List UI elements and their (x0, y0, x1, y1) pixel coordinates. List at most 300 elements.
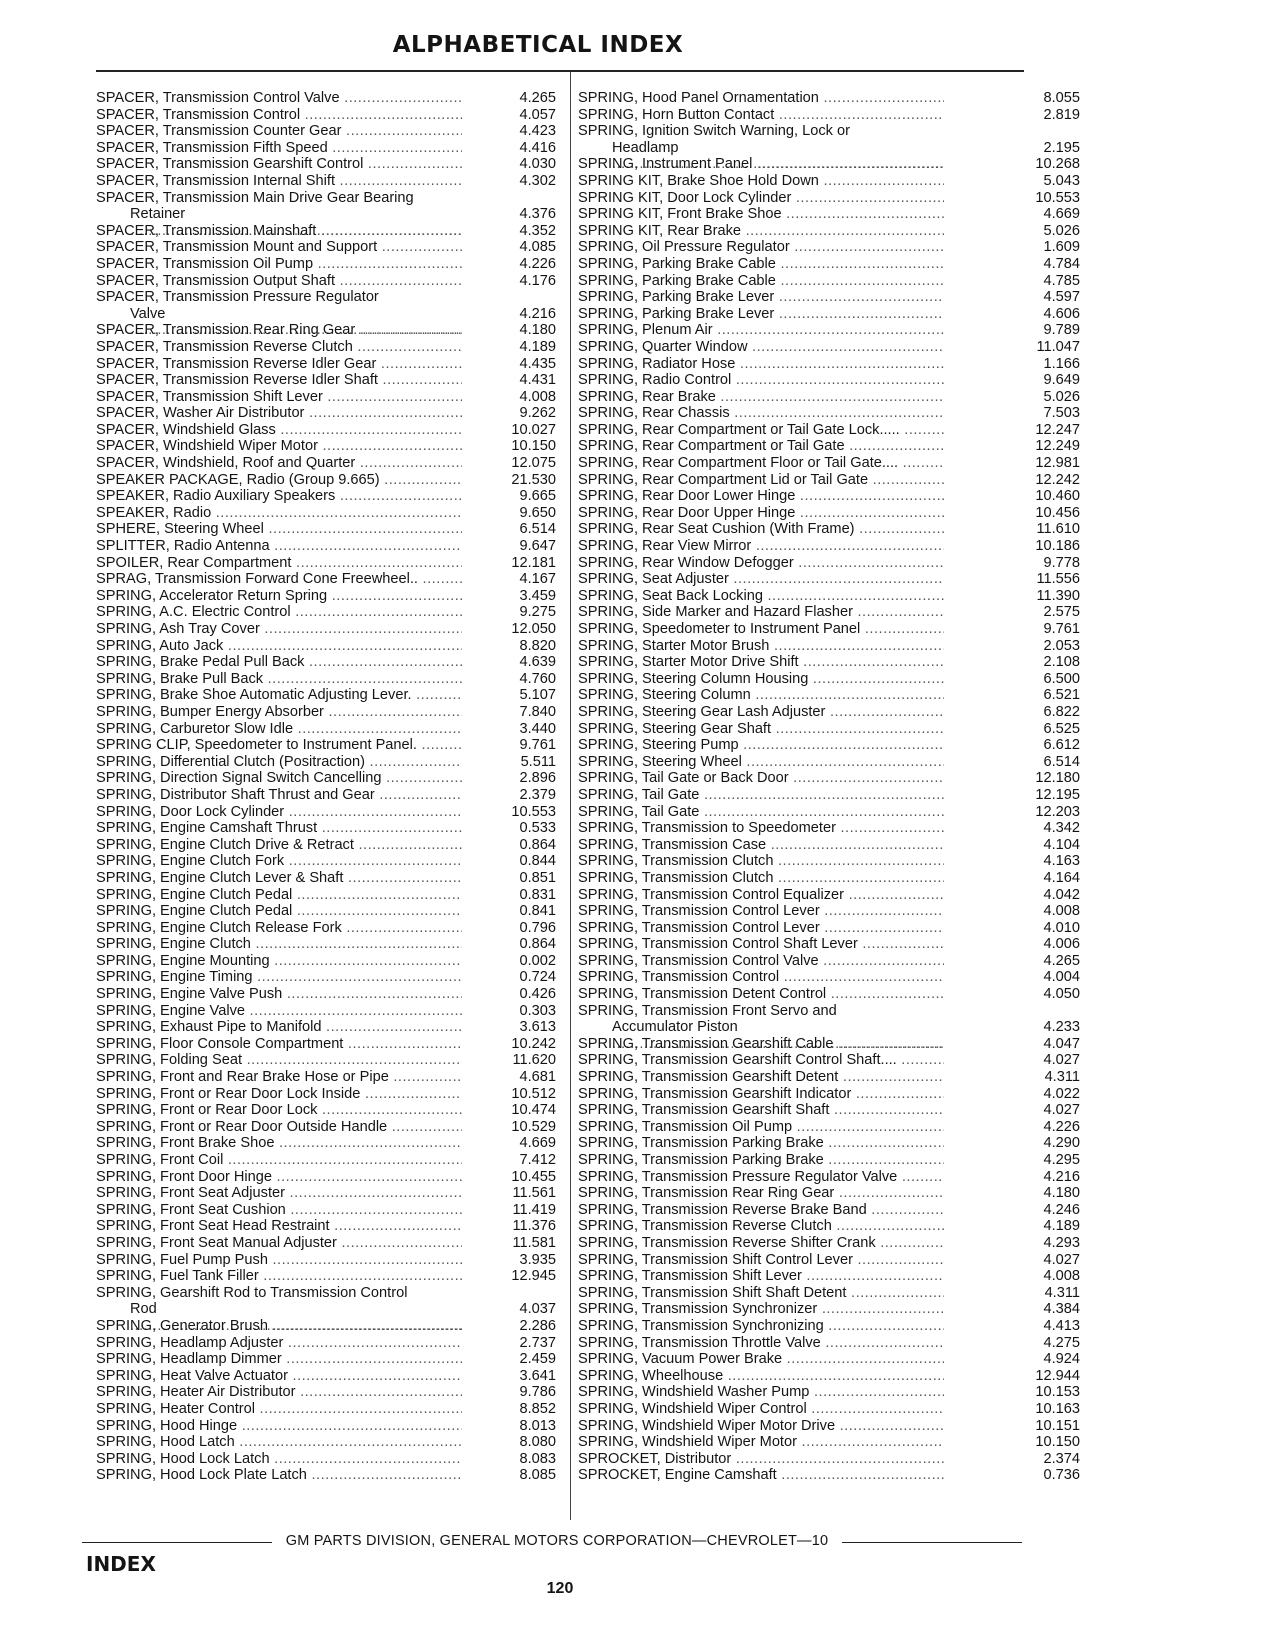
index-entry-label: SPACER, Transmission Internal Shift ..... (96, 173, 462, 190)
index-entry-reference: 6.514 (1043, 753, 1080, 770)
index-entry (96, 1019, 556, 1036)
index-entry (578, 255, 1080, 273)
index-entry-label: SPRING, Exhaust Pipe to Manifold ..... (96, 1019, 462, 1036)
index-entry-label: SPRING, Direction Signal Switch Cancelling ..... (96, 770, 462, 787)
index-entry-reference: 3.613 (519, 1019, 556, 1036)
index-entry (578, 1367, 1080, 1385)
index-entry-label: SPRING, Transmission Control Lever ..... (578, 920, 944, 937)
index-entry-label: SPRING, Parking Brake Cable ..... (578, 256, 944, 273)
index-entry-reference: 4.189 (519, 338, 556, 355)
index-entry-reference: 10.460 (1035, 488, 1080, 505)
index-entry (96, 687, 556, 704)
index-entry-reference: 3.935 (519, 1251, 556, 1268)
index-entry (96, 654, 556, 671)
index-entry (578, 670, 1080, 688)
index-entry-reference: 10.027 (511, 421, 556, 438)
index-entry-label: SPACER, Transmission Control Valve ..... (96, 90, 462, 107)
index-entry (96, 903, 556, 920)
index-entry (578, 1135, 1080, 1152)
index-entry (96, 389, 556, 406)
index-entry (578, 1400, 1080, 1418)
index-entry-reference: 4.008 (519, 388, 556, 405)
index-entry (96, 1052, 556, 1069)
index-entry (578, 1069, 1080, 1086)
index-entry (96, 1335, 556, 1352)
index-entry-reference: 10.455 (511, 1168, 556, 1185)
index-entry-reference: 0.864 (519, 936, 556, 953)
index-entry (578, 1351, 1080, 1368)
index-entry-reference: 9.275 (519, 604, 556, 621)
index-entry-label: SPRING, Front or Rear Door Outside Handle ..... (96, 1119, 462, 1136)
index-entry-label: SPRING, Parking Brake Cable ..... (578, 273, 944, 290)
index-entry (96, 173, 556, 190)
index-entry-reference: 3.459 (519, 587, 556, 604)
index-entry-label: SPRING, Vacuum Power Brake ..... (578, 1351, 944, 1368)
index-entry-reference: 12.195 (1035, 786, 1080, 803)
index-entry-reference: 21.530 (511, 471, 556, 488)
index-entry-label: SPRING, Transmission Control Lever ..... (578, 903, 944, 920)
index-entry-label: SPRING KIT, Brake Shoe Hold Down ..... (578, 173, 944, 190)
index-entry-reference: 11.390 (1036, 587, 1080, 604)
index-entry-label-line1: SPRING, Ignition Switch Warning, Lock or (578, 123, 850, 140)
index-entry (96, 571, 556, 588)
index-entry-label: SPEAKER PACKAGE, Radio (Group 9.665) ..... (96, 472, 462, 489)
index-entry (578, 239, 1080, 256)
index-entry-reference: 4.785 (1043, 272, 1080, 289)
index-entry-reference: 7.840 (519, 703, 556, 720)
index-entry-label: SPACER, Transmission Reverse Idler Shaft ..... (96, 372, 462, 389)
index-entry-reference: 4.416 (519, 139, 556, 156)
index-entry (96, 638, 556, 655)
index-entry-label: SPRING, Transmission Detent Control ..... (578, 986, 944, 1003)
index-entry-label: SPRING, Horn Button Contact ..... (578, 107, 944, 124)
index-entry-reference: 8.083 (519, 1450, 556, 1467)
index-entry-reference: 12.203 (1035, 803, 1080, 820)
index-entry (96, 190, 556, 223)
index-entry-reference: 2.896 (519, 770, 556, 787)
index-entry-label: SPRING, Transmission Pressure Regulator Valve ..... (578, 1169, 944, 1186)
index-entry (96, 1102, 556, 1119)
index-entry-reference: 4.311 (1044, 1069, 1080, 1086)
index-entry-label: SPRING, Parking Brake Lever ..... (578, 306, 944, 323)
index-entry-label: SPACER, Transmission Mount and Support ..... (96, 239, 462, 256)
index-entry-reference: 4.311 (1044, 1284, 1080, 1301)
index-entry-reference: 4.246 (1043, 1201, 1080, 1218)
index-entry (578, 1234, 1080, 1252)
index-entry (96, 936, 556, 953)
index-entry-reference: 8.820 (519, 637, 556, 654)
index-entry-label-line2: Rod ..... (96, 1301, 462, 1334)
index-entry-label: SPRING, Bumper Energy Absorber ..... (96, 704, 462, 721)
index-entry-label: SPRING, Brake Shoe Automatic Adjusting Lever. ..... (96, 687, 462, 704)
index-entry-reference: 10.529 (511, 1118, 556, 1135)
index-entry-reference: 3.641 (519, 1367, 556, 1384)
index-entry-label: SPRING KIT, Front Brake Shoe ..... (578, 206, 944, 223)
index-entry-reference: 4.597 (1043, 289, 1080, 306)
index-entry-reference: 4.226 (519, 255, 556, 272)
index-entry-label: SPRING, Engine Clutch Drive & Retract ..... (96, 837, 462, 854)
index-entry (96, 1119, 556, 1136)
index-entry-label: SPRING, Rear View Mirror ..... (578, 538, 944, 555)
index-entry (96, 140, 556, 157)
index-entry-reference: 10.150 (1035, 1434, 1080, 1451)
index-entry-reference: 6.525 (1043, 720, 1080, 737)
index-entry-label: SPRING, Steering Column Housing ..... (578, 671, 944, 688)
index-entry-label: SPRING, Rear Door Lower Hinge ..... (578, 488, 944, 505)
index-entry (96, 356, 556, 373)
index-entry-label: SPRING, Rear Door Upper Hinge ..... (578, 505, 944, 522)
index-entry (578, 421, 1080, 439)
index-entry (96, 1418, 556, 1435)
index-entry-label: SPRING, Transmission Shift Shaft Detent ..... (578, 1285, 944, 1302)
index-entry-label: SPRING, Accelerator Return Spring ..... (96, 588, 462, 605)
index-entry-label: SPRING, Hood Latch ..... (96, 1434, 462, 1451)
index-entry (578, 1417, 1080, 1435)
index-entry-label: SPRING, Seat Adjuster ..... (578, 571, 944, 588)
index-entry (578, 1317, 1080, 1335)
index-entry-label: SPRING, Quarter Window ..... (578, 339, 944, 356)
index-column-left (96, 90, 556, 1484)
index-entry (578, 156, 1080, 173)
index-entry-label: SPRING, Transmission Gearshift Cable ..... (578, 1036, 944, 1053)
index-entry-reference: 4.639 (519, 654, 556, 671)
index-entry-label: SPRING, Front Coil ..... (96, 1152, 462, 1169)
index-entry-label: SPRING, Front Seat Manual Adjuster ..... (96, 1235, 462, 1252)
index-entry-reference: 0.736 (1043, 1467, 1080, 1484)
index-entry-label: SPRING, Plenum Air ..... (578, 322, 944, 339)
index-entry (578, 853, 1080, 870)
index-entry-reference: 7.412 (519, 1152, 556, 1168)
index-entry (96, 1086, 556, 1103)
index-entry (578, 1201, 1080, 1219)
index-entry-label: SPRING, Heat Valve Actuator ..... (96, 1368, 462, 1385)
index-entry-label: SPRING, Front Brake Shoe ..... (96, 1135, 462, 1152)
index-entry-label: SPRING, Speedometer to Instrument Panel ..... (578, 621, 944, 638)
index-entry-label: SPRING, Transmission Shift Control Lever ..... (578, 1252, 944, 1269)
index-entry-reference: 0.533 (519, 820, 556, 837)
index-entry-reference: 0.002 (519, 952, 556, 969)
index-entry-label-line2: Headlamp ..... (578, 140, 944, 173)
index-entry-reference: 9.262 (519, 405, 556, 422)
index-entry (578, 836, 1080, 854)
index-entry-label: SPRING, Steering Wheel ..... (578, 754, 944, 771)
footer-rule-left (82, 1542, 272, 1543)
index-entry (96, 1152, 556, 1169)
index-entry (578, 936, 1080, 953)
index-entry (96, 1235, 556, 1252)
index-entry-label: SPRING, Generator Brush ..... (96, 1318, 462, 1335)
index-entry-reference: 4.027 (1043, 1102, 1080, 1119)
index-entry-reference: 4.376 (519, 206, 556, 223)
index-entry (578, 952, 1080, 970)
index-entry-label: SPRING, Engine Clutch Release Fork ..... (96, 920, 462, 937)
index-entry-label: SPACER, Transmission Fifth Speed ..... (96, 140, 462, 157)
index-entry-reference: 12.944 (1035, 1367, 1080, 1384)
index-entry-reference: 12.247 (1035, 421, 1080, 438)
index-entry (96, 1135, 556, 1152)
index-entry-reference: 4.216 (1043, 1168, 1080, 1185)
index-entry-reference: 2.195 (1043, 139, 1080, 156)
index-entry-reference: 4.760 (519, 670, 556, 687)
index-entry (578, 654, 1080, 671)
index-entry-reference: 9.649 (1043, 372, 1080, 389)
index-entry (96, 953, 556, 970)
index-entry-label: SPRING, Transmission Control Shaft Lever ..... (578, 936, 944, 953)
index-entry-reference: 10.151 (1035, 1417, 1080, 1434)
index-entry-reference: 11.419 (512, 1201, 556, 1218)
index-entry-label: SPRING, Heater Air Distributor ..... (96, 1384, 462, 1401)
index-entry-label: SPRING, Door Lock Cylinder ..... (96, 804, 462, 821)
index-entry (578, 886, 1080, 904)
index-entry-reference: 4.085 (519, 239, 556, 256)
index-entry-label-line1: SPRING, Transmission Front Servo and (578, 1002, 837, 1019)
index-entry-label: SPRING, Transmission Gearshift Indicator ..... (578, 1086, 944, 1103)
index-entry-reference: 4.302 (519, 172, 556, 189)
index-entry-reference: 2.053 (1043, 637, 1080, 654)
index-entry-reference: 4.669 (519, 1135, 556, 1152)
index-entry-reference: 0.841 (519, 903, 556, 920)
index-entry (578, 538, 1080, 555)
index-entry-reference: 4.004 (1043, 969, 1080, 986)
index-entry (96, 721, 556, 738)
index-entry-reference: 4.681 (519, 1069, 556, 1086)
index-entry (96, 969, 556, 986)
index-entry-label: SPRING, Transmission Throttle Valve ..... (578, 1335, 944, 1352)
index-entry-label: SPROCKET, Engine Camshaft ..... (578, 1467, 944, 1484)
index-entry-label: SPACER, Transmission Control ..... (96, 107, 462, 124)
index-entry-label: SPACER, Transmission Oil Pump ..... (96, 256, 462, 273)
index-entry (96, 770, 556, 787)
index-entry-label: SPRING, Engine Clutch Pedal ..... (96, 903, 462, 920)
index-entry-reference: 4.163 (1043, 853, 1080, 870)
index-entry-reference: 0.844 (519, 853, 556, 870)
index-entry-reference: 4.275 (1043, 1334, 1080, 1351)
index-entry-reference: 4.027 (1043, 1251, 1080, 1268)
index-entry-reference: 2.737 (519, 1334, 556, 1351)
index-entry (578, 471, 1080, 489)
index-entry (96, 737, 556, 754)
index-entry (96, 754, 556, 771)
index-entry-reference: 8.013 (519, 1417, 556, 1434)
index-entry-label: SPRING, Front Seat Head Restraint ..... (96, 1218, 462, 1235)
index-entry (96, 223, 556, 240)
index-entry-label: SPRING, Front Seat Cushion ..... (96, 1202, 462, 1219)
index-entry-label: SPRING, Engine Camshaft Thrust ..... (96, 820, 462, 837)
index-entry (578, 438, 1080, 455)
index-entry (96, 422, 556, 439)
index-entry-label-line2: Retainer ..... (96, 206, 462, 239)
index-entry-reference: 11.620 (512, 1052, 556, 1069)
index-entry (578, 720, 1080, 738)
index-entry-reference: 8.852 (519, 1400, 556, 1417)
index-entry-reference: 0.831 (519, 886, 556, 903)
index-entry-reference: 4.924 (1043, 1351, 1080, 1368)
index-entry-reference: 4.342 (1043, 820, 1080, 837)
index-entry-label: SPRING, A.C. Electric Control ..... (96, 604, 462, 621)
index-entry-reference: 4.352 (519, 222, 556, 239)
index-entry (96, 156, 556, 173)
index-entry-reference: 4.167 (519, 571, 556, 588)
index-entry-reference: 4.030 (519, 156, 556, 173)
index-entry-label: SPRING, Carburetor Slow Idle ..... (96, 721, 462, 738)
index-entry (578, 1052, 1080, 1069)
index-entry-reference: 4.295 (1043, 1152, 1080, 1168)
index-entry (96, 787, 556, 804)
page-title: ALPHABETICAL INDEX (392, 32, 684, 58)
index-entry-reference: 4.008 (1043, 1268, 1080, 1285)
index-entry-label: SPRING, Instrument Panel ..... (578, 156, 944, 173)
index-entry-label: SPRING, Front Door Hinge ..... (96, 1169, 462, 1186)
index-entry (96, 339, 556, 356)
index-entry-label: SPRING, Transmission Clutch ..... (578, 853, 944, 870)
index-entry-reference: 12.981 (1035, 455, 1080, 472)
index-entry-reference: 9.761 (519, 737, 556, 754)
index-entry-label: SPRING, Wheelhouse ..... (578, 1368, 944, 1385)
index-entry (96, 289, 556, 322)
index-entry-reference: 0.851 (519, 869, 556, 886)
index-entry-reference: 6.514 (519, 521, 556, 538)
index-entry-reference: 9.665 (519, 488, 556, 505)
index-entry (96, 1185, 556, 1202)
index-entry-reference: 9.650 (519, 504, 556, 521)
index-entry (96, 1351, 556, 1368)
index-entry (578, 322, 1080, 339)
index-entry-reference: 5.043 (1043, 172, 1080, 189)
index-entry-label: SPRING, Rear Chassis ..... (578, 405, 944, 422)
index-entry-reference: 2.286 (519, 1317, 556, 1334)
index-entry (578, 206, 1080, 223)
index-entry-reference: 4.293 (1043, 1234, 1080, 1251)
index-entry-label: SPEAKER, Radio ..... (96, 505, 462, 522)
index-entry (578, 123, 1080, 156)
index-entry-label: SPRING, Rear Seat Cushion (With Frame) ..... (578, 521, 944, 538)
index-entry-label-line1: SPACER, Transmission Pressure Regulator (96, 289, 379, 306)
index-entry (96, 372, 556, 389)
index-entry (578, 753, 1080, 771)
index-entry-label: SPRING, Tail Gate ..... (578, 787, 944, 804)
index-entry (578, 1168, 1080, 1186)
index-entry (578, 869, 1080, 887)
index-entry-label: SPRING, Transmission Control Equalizer ..... (578, 887, 944, 904)
index-entry-label: SPACER, Transmission Counter Gear ..... (96, 123, 462, 140)
index-entry-reference: 4.606 (1043, 305, 1080, 322)
index-entry-label-line2: Accumulator Piston ..... (578, 1019, 944, 1052)
index-entry (578, 504, 1080, 522)
index-entry-label: SPRING, Brake Pull Back ..... (96, 671, 462, 688)
index-entry (96, 1467, 556, 1484)
index-entry-reference: 0.796 (519, 919, 556, 936)
index-entry-label: SPHERE, Steering Wheel ..... (96, 521, 462, 538)
index-entry-reference: 4.233 (1043, 1019, 1080, 1036)
index-entry-reference: 4.423 (519, 123, 556, 140)
index-entry (96, 405, 556, 422)
index-entry (578, 1434, 1080, 1451)
index-entry-label: SPRING, Hood Lock Latch ..... (96, 1451, 462, 1468)
index-entry-label: SPRAG, Transmission Forward Cone Freewheel.. ..... (96, 571, 462, 588)
index-entry-label: SPRING, Rear Compartment or Tail Gate Lock..... ..... (578, 422, 944, 439)
index-entry-reference: 4.435 (519, 355, 556, 372)
index-entry-label: SPRING, Parking Brake Lever ..... (578, 289, 944, 306)
index-entry-label: SPRING, Rear Compartment Lid or Tail Gate ..... (578, 472, 944, 489)
index-entry (578, 521, 1080, 538)
index-entry-reference: 11.047 (1036, 338, 1080, 355)
index-entry-reference: 5.026 (1043, 388, 1080, 405)
index-entry (96, 472, 556, 489)
index-entry-reference: 8.055 (1043, 90, 1080, 106)
index-entry-reference: 12.050 (511, 621, 556, 637)
index-entry-reference: 11.610 (1036, 521, 1080, 538)
index-entry (578, 189, 1080, 207)
index-entry-label: SPRING, Distributor Shaft Thrust and Gear ..... (96, 787, 462, 804)
index-entry-label: SPRING, Transmission Shift Lever ..... (578, 1268, 944, 1285)
index-entry (96, 986, 556, 1003)
index-entry-reference: 9.761 (1043, 621, 1080, 637)
index-entry-label: SPRING, Fuel Tank Filler ..... (96, 1268, 462, 1285)
index-entry (578, 919, 1080, 937)
index-entry-reference: 4.265 (519, 90, 556, 106)
section-label: INDEX (86, 1552, 156, 1576)
footer-publisher: GM PARTS DIVISION, GENERAL MOTORS CORPORATION—CHEVROLET—10 (285, 1533, 829, 1549)
index-entry (578, 1152, 1080, 1169)
index-entry-reference: 4.265 (1043, 952, 1080, 969)
index-entry-reference: 4.006 (1043, 936, 1080, 953)
index-entry (96, 273, 556, 290)
index-entry-reference: 4.176 (519, 272, 556, 289)
index-entry (96, 1252, 556, 1269)
index-entry-label: SPRING, Differential Clutch (Positraction) ..... (96, 754, 462, 771)
index-entry-reference: 2.575 (1043, 604, 1080, 621)
index-entry (578, 1118, 1080, 1136)
index-entry-reference: 4.010 (1043, 919, 1080, 936)
index-entry-label: SPRING, Starter Motor Drive Shift ..... (578, 654, 944, 671)
index-entry (578, 90, 1080, 107)
index-entry-label: SPRING, Seat Back Locking ..... (578, 588, 944, 605)
index-entry-label: SPRING, Engine Clutch Lever & Shaft ..... (96, 870, 462, 887)
index-entry (578, 338, 1080, 356)
index-entry-reference: 10.474 (511, 1102, 556, 1119)
index-entry-reference: 4.413 (1043, 1317, 1080, 1334)
index-entry-label: SPRING, Tail Gate or Back Door ..... (578, 770, 944, 787)
index-entry-label: SPRING, Rear Window Defogger ..... (578, 555, 944, 572)
index-entry (96, 90, 556, 107)
index-entry-reference: 10.553 (511, 803, 556, 820)
index-entry-reference: 4.027 (1043, 1052, 1080, 1069)
index-entry (578, 1384, 1080, 1401)
index-entry-reference: 1.609 (1043, 239, 1080, 256)
index-entry-label: SPRING, Front or Rear Door Lock Inside ..... (96, 1086, 462, 1103)
index-entry-label: SPRING, Steering Pump ..... (578, 737, 944, 754)
index-entry-label: SPRING, Heater Control ..... (96, 1401, 462, 1418)
index-entry (578, 770, 1080, 787)
index-entry-reference: 6.500 (1043, 670, 1080, 687)
index-entry (578, 1467, 1080, 1484)
index-entry-label: SPRING, Hood Hinge ..... (96, 1418, 462, 1435)
index-entry (578, 1085, 1080, 1103)
index-entry-label: SPRING, Windshield Wiper Control ..... (578, 1401, 944, 1418)
index-entry (96, 455, 556, 472)
index-entry-reference: 4.037 (519, 1301, 556, 1318)
index-entry (578, 1284, 1080, 1302)
index-entry (578, 1002, 1080, 1036)
index-entry-reference: 4.022 (1043, 1085, 1080, 1102)
index-entry-reference: 4.180 (519, 322, 556, 339)
index-entry-label: SPRING, Transmission Case ..... (578, 837, 944, 854)
index-entry-label: SPACER, Transmission Gearshift Control ..... (96, 156, 462, 173)
index-entry-reference: 12.242 (1035, 471, 1080, 488)
index-entry-label: SPRING, Transmission Reverse Brake Band ..... (578, 1202, 944, 1219)
index-entry-label: SPRING, Transmission Reverse Clutch ..... (578, 1218, 944, 1235)
index-entry-label: SPRING, Front or Rear Door Lock ..... (96, 1102, 462, 1119)
